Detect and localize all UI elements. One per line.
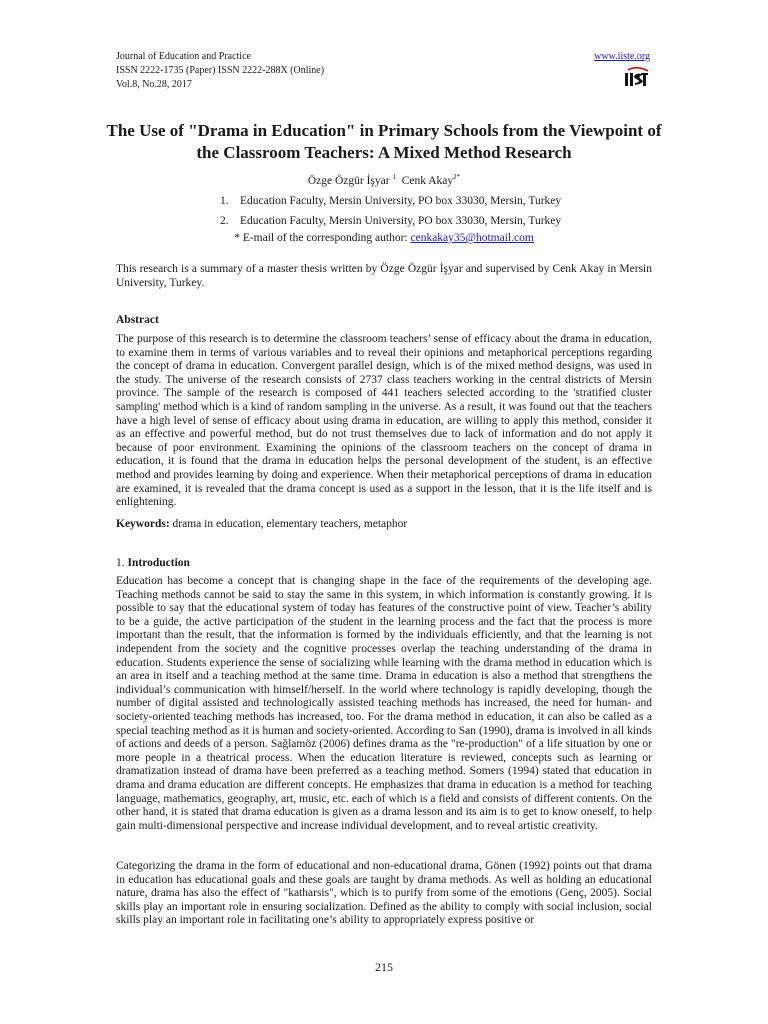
paper-title: The Use of "Drama in Education" in Primary Schools from the Viewpoint of the Classroom Teachers: A Mixed Method Research: [106, 121, 662, 162]
affiliation-text: Education Faculty, Mersin University, PO box 33030, Mersin, Turkey: [240, 195, 562, 207]
keywords-label: Keywords:: [116, 518, 170, 530]
journal-volume: Vol.8, No.28, 2017: [116, 79, 192, 90]
section-number: 1.: [116, 557, 128, 569]
corresponding-email: [0, 232, 768, 244]
journal-header: [116, 50, 324, 92]
section-heading: [116, 557, 652, 571]
body-paragraph: Categorizing the drama in the form of educational and non-educational drama, Gönen (1992) points out that drama in education has educational goals and these goals are taught by drama methods. As well as holding an educational nature, drama has also the effect of "katharsis", which is to purify from some of the emotions (Genç, 2005). Social skills play an important role in ensuring socialization. Defined as the ability to comply with social inclusion, social skills play an important role in facilitating one’s ability to appropriately express positive or: [116, 860, 652, 927]
email-link[interactable]: cenkakay35@hotmail.com: [410, 232, 534, 244]
author-affiliation-mark: 2*: [453, 173, 461, 181]
abstract-text: The purpose of this research is to determine the classroom teachers’ sense of efficacy about the drama in education, to examine them in terms of various variables and to reveal their opinions and metaphorical perceptions regarding the concept of drama in education. Convergent parallel design, which is of the mixed method designs, was used in the study. The universe of the research consists of 2737 class teachers working in the central districts of Mersin province. The sample of the research is composed of 441 teachers selected according to the 'stratified cluster sampling' method which is a kind of random sampling in the universe. As a result, it was found out that the teachers have a high level of sense of efficacy about using drama in education, are willing to apply this method, consider it as an effective and powerful method, but do not trust themselves due to lack of information and do not apply it because of poor environment. Examining the opinions of the classroom teachers on the concept of drama in education, it is found that the drama in education helps the personal development of the student, is an effective method and provides learning by doing and experience. When their metaphorical perceptions of drama in education are examined, it is revealed that the drama concept is used as a support in the lesson, that it is the life itself and is enlightening.: [116, 333, 652, 509]
keywords-line: [116, 518, 652, 532]
email-label: * E-mail of the corresponding author:: [234, 232, 411, 244]
author-line: [0, 173, 768, 187]
author-affiliation-mark: 1: [392, 173, 396, 181]
page-number: 215: [375, 960, 393, 974]
affiliation-number: 1.: [220, 195, 229, 207]
body-paragraph: Education has become a concept that is changing shape in the face of the requirements of the developing age. Teaching methods cannot be said to stay the same in this system, in which information is constantly growing. It is possible to say that the educational system of today has features of the constructive point of view. Teacher’s ability to be a guide, the active participation of the student in the learning process and the fact that the process is more important than the result, that the information is formed by the individuals efficiently, and that the learning is not independent from the society and the cognitive processes overlap the teaching understanding of the drama in education. Students experience the sense of socializing while learning with the drama method in education which is an area in itself and a teaching method at the same time. Drama in education is also a method that strengthens the individual’s communication with himself/herself. In the world where technology is rapidly developing, though the number of digital assisted and technologically assisted teaching methods has increased, the need for human- and society-oriented teaching methods has increased, too. For the drama method in education, it can also be called as a special teaching method as it is human and society-oriented. According to San (1990), drama is involved in all kinds of actions and deeds of a person. Sağlamöz (2006) defines drama as the "re-production" of a life situation by one or more people in a theatrical process. When the education literature is reviewed, concepts such as learning or dramatization instead of drama have been preferred as a teaching method. Somers (1994) stated that education in drama and drama education are different concepts. He emphasizes that drama in education is a method for teaching language, mathematics, geography, art, music, etc. each of which is a field and consists of different contents. On the other hand, it is stated that drama education is given as a drama lesson and its aim is to get to know oneself, to help gain multi-dimensional perspective and increase individual development, and to reveal artistic creativity.: [116, 575, 652, 832]
affiliation-item: [220, 191, 561, 211]
author-name: Özge Özgür İşyar: [307, 174, 390, 187]
thesis-note: This research is a summary of a master thesis written by Özge Özgür İşyar and supervised by Cenk Akay in Mersin University, Turkey.: [116, 263, 652, 289]
abstract-heading: Abstract: [116, 314, 159, 326]
journal-issn: ISSN 2222-1735 (Paper) ISSN 2222-288X (Online): [116, 65, 325, 76]
keywords-text: drama in education, elementary teachers, metaphor: [169, 518, 408, 530]
journal-website-link[interactable]: www.iiste.org: [594, 51, 650, 62]
author-name: Cenk Akay: [401, 174, 454, 187]
affiliation-list: [220, 191, 561, 231]
affiliation-text: Education Faculty, Mersin University, PO box 33030, Mersin, Turkey: [240, 215, 562, 227]
journal-header-right: [594, 50, 650, 87]
section-title: Introduction: [127, 557, 190, 569]
affiliation-item: [220, 211, 561, 231]
journal-name: Journal of Education and Practice: [116, 51, 251, 62]
affiliation-number: 2.: [220, 215, 229, 227]
iiste-logo-icon: [624, 67, 650, 87]
